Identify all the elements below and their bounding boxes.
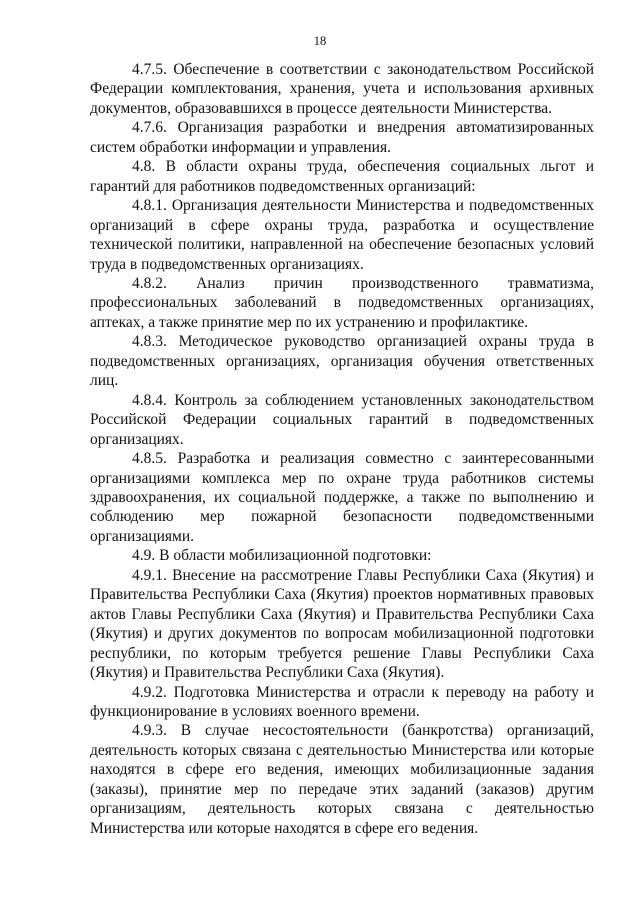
paragraph-4-8-2: 4.8.2. Анализ причин производственного травматизма, профессиональных заболеваний в подведомственных организациях, аптеках, а также принятие мер по их устранению и профилактике. — [90, 274, 594, 331]
paragraph-4-9-2: 4.9.2. Подготовка Министерства и отрасли к переводу на работу и функционирование в условиях военного времени. — [90, 683, 594, 720]
paragraph-4-9: 4.9. В области мобилизационной подготовки: — [132, 547, 432, 565]
paragraph-4-9-3: 4.9.3. В случае несостоятельности (банкротства) организаций, деятельность которых связана с деятельностью Министерства или которые находятся в сфере его ведения, имеющих мобилизационные задания (заказы), принятие мер по передаче этих заданий (заказов) другим организациям, деятельность которых связана с деятельностью Министерства или которые находятся в сфере его ведения. — [90, 722, 594, 837]
paragraph-4-9-1: 4.9.1. Внесение на рассмотрение Главы Республики Саха (Якутия) и Правительства Республики Саха (Якутия) проектов нормативных правовых актов Главы Республики Саха (Якутия) и Правительства Республики Саха (Якутия) и других документов по вопросам мобилизационной подготовки республики, по которым требуется решение Главы Республики Саха (Якутия) и Правительства Республики Саха (Якутия). — [90, 566, 594, 682]
paragraph-4-8-1: 4.8.1. Организация деятельности Министерства и подведомственных организаций в сфере охраны труда, разработка и осуществление технической политики, направленной на обеспечение безопасных условий труда в подведомственных организациях. — [90, 197, 594, 273]
paragraph-4-8-3: 4.8.3. Методическое руководство организацией охраны труда в подведомственных организациях, организация обучения ответственных лиц. — [90, 333, 594, 390]
paragraph-4-7-5: 4.7.5. Обеспечение в соответствии с законодательством Российской Федерации комплектования, хранения, учета и использования архивных документов, образовавшихся в процессе деятельности Министерства. — [90, 61, 594, 117]
document-body — [90, 60, 594, 838]
paragraph-4-8-5: 4.8.5. Разработка и реализация совместно с заинтересованными организациями комплекса мер по охране труда работников системы здравоохранения, их социальной поддержке, а также по выполнению и соблюдению мер пожарной безопасности подведомственными организациями. — [90, 450, 594, 545]
paragraph-4-8-4: 4.8.4. Контроль за соблюдением установленных законодательством Российской Федерации социальных гарантий в подведомственных организациях. — [90, 391, 594, 448]
page-number: 18 — [313, 34, 327, 48]
paragraph-4-8: 4.8. В области охраны труда, обеспечения социальных льгот и гарантий для работников подведомственных организаций: — [90, 158, 594, 195]
paragraph-4-7-6: 4.7.6. Организация разработки и внедрения автоматизированных систем обработки информации и управления. — [90, 119, 594, 156]
